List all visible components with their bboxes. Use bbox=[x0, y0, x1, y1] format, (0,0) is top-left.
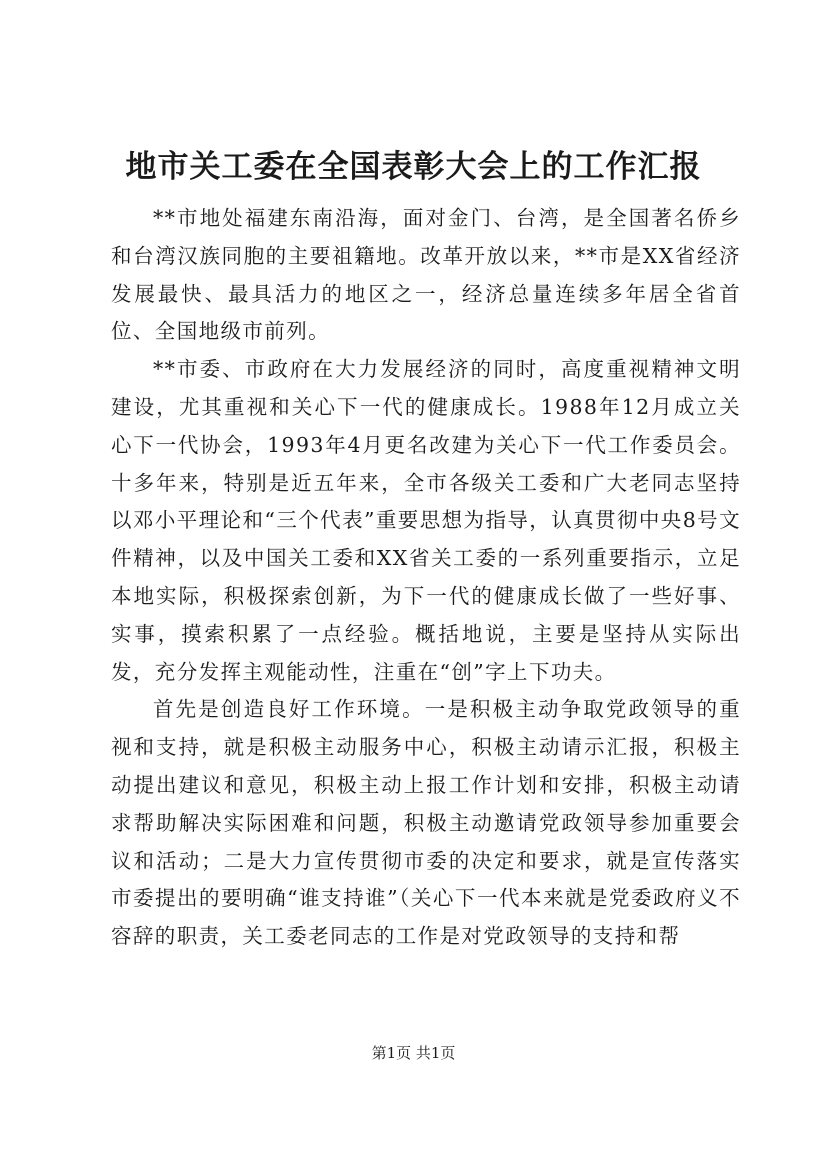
document-title: 地市关工委在全国表彰大会上的工作汇报 bbox=[125, 149, 702, 185]
paragraph-development: **市委、市政府在大力发展经济的同时，高度重视精神文明建设，尤其重视和关心下一代的健康成长。1988年12月成立关心下一代协会，1993年4月更名改建为关心下一代工作委员会。十多年来，特别是近五年来，全市各级关工委和广大老同志坚持以邓小平理论和“三个代表”重要思想为指导，认真贯彻中央8号文件精神，以及中国关工委和XX省关工委的一系列重要指示，立足本地实际，积极探索创新，为下一代的健康成长做了一些好事、实事，摸索积累了一点经验。概括地说，主要是坚持从实际出发，充分发挥主观能动性，注重在“创”字上下功夫。 bbox=[111, 357, 741, 684]
page-footer: 第1页 共1页 bbox=[371, 1044, 456, 1062]
paragraph-intro: **市地处福建东南沿海，面对金门、台湾，是全国著名侨乡和台湾汉族同胞的主要祖籍地。改革开放以来，**市是XX省经济发展最快、最具活力的地区之一，经济总量连续多年居全省首位、全国地级市前列。 bbox=[111, 206, 741, 344]
paragraph-environment: 首先是创造良好工作环境。一是积极主动争取党政领导的重视和支持，就是积极主动服务中心，积极主动请示汇报，积极主动提出建议和意见，积极主动上报工作计划和安排，积极主动请求帮助解决实际困难和问题，积极主动邀请党政领导参加重要会议和活动；二是大力宣传贯彻市委的决定和要求，就是宣传落实市委提出的要明确“谁支持谁”（关心下一代本来就是党委政府义不容辞的职责，关工委老同志的工作是对党政领导的支持和帮 bbox=[111, 697, 741, 949]
document-body bbox=[111, 200, 741, 956]
